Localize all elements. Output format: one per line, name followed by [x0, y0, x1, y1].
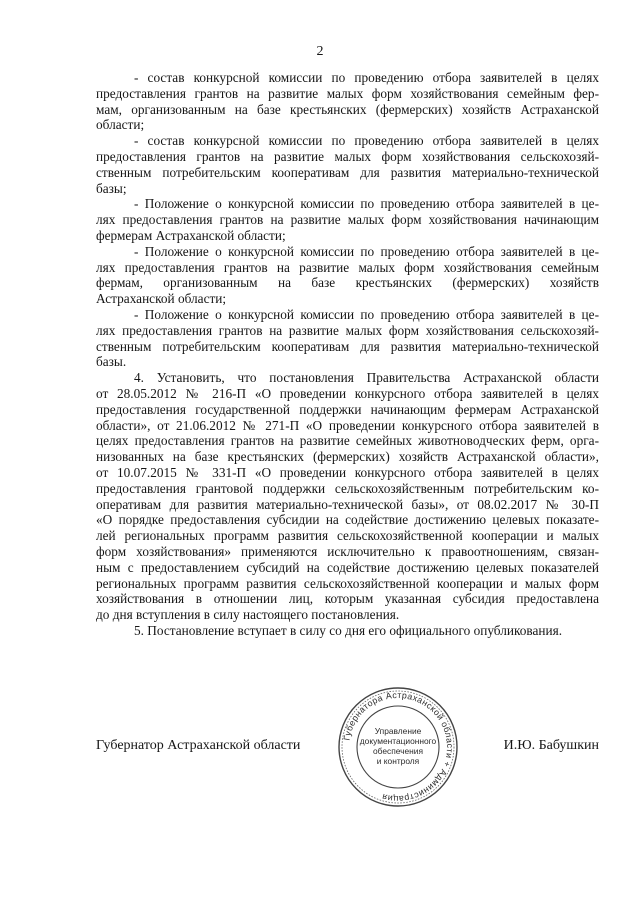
text-line: - состав конкурсной комиссии по проведению отбора заявителей в целях: [134, 133, 599, 149]
text-line: хозяйствования в отношении лиц, которым указанная субсидия предоставлена: [96, 591, 599, 607]
text-line: лях предоставления грантов на развитие малых форм хозяйствования семейным: [96, 259, 599, 275]
text-line: предоставления государственной поддержки начинающим фермерам Астраханской: [96, 401, 599, 417]
stamp-seal-icon: [336, 685, 460, 809]
text-line: - Положение о конкурсной комиссии по проведению отбора заявителей в це-: [134, 243, 599, 259]
text-line: мам, организованным на базе крестьянских (фермерских) хозяйств Астраханской: [96, 101, 599, 117]
text-line: ственным потребительским кооперативам для развития материально-технической: [96, 338, 599, 354]
text-line: - состав конкурсной комиссии по проведению отбора заявителей в целях: [134, 70, 599, 85]
text-line: до дня вступления в силу настоящего постановления.: [96, 607, 400, 623]
text-line: лях предоставления грантов на развитие малых форм хозяйствования начинающим: [96, 212, 599, 228]
text-line: ственным потребительским кооперативам для развития материально-технической: [96, 164, 599, 180]
text-line: 4. Установить, что постановления Правительства Астраханской области: [134, 370, 599, 386]
stamp-line: Управление: [374, 726, 422, 736]
text-line: от 10.07.2015 № 331-П «О проведении конкурсного отбора заявителей в целях: [96, 464, 599, 480]
signer-title: Губернатор Астраханской области: [96, 738, 301, 753]
text-line: 5. Постановление вступает в силу со дня его официального опубликования.: [134, 622, 563, 638]
text-line: фермерам Астраханской области;: [96, 227, 286, 243]
text-line: области;: [96, 117, 145, 133]
document-body: [96, 70, 599, 639]
signer-name: И.Ю. Бабушкин: [503, 738, 599, 753]
text-line: - Положение о конкурсной комиссии по проведению отбора заявителей в це-: [134, 306, 599, 322]
text-line: от 28.05.2012 № 216-П «О проведении конкурсного отбора заявителей в целях: [96, 385, 599, 401]
text-line: «О порядке предоставления субсидии на содействие достижению целевых показате-: [96, 512, 599, 528]
text-line: фермам, организованным на базе крестьянских (фермерских) хозяйств: [96, 275, 599, 291]
text-line: базы;: [96, 180, 127, 196]
text-line: предоставления грантов на развитие малых форм хозяйствования семейным фер-: [96, 85, 599, 101]
text-line: ным с предоставлением субсидий на содействие достижению целевых показателей: [96, 559, 599, 575]
text-line: Астраханской области;: [96, 291, 227, 307]
page-number: 2: [316, 44, 324, 59]
text-line: региональных программ развития сельскохозяйственной кооперации и малых форм: [96, 575, 599, 591]
text-line: предоставления грантов на развитие малых форм хозяйствования сельскохозяй-: [96, 148, 599, 164]
official-stamp: [336, 685, 460, 809]
text-line: базы.: [96, 354, 127, 370]
text-line: оперативам для развития материально-технической базы», от 08.02.2017 № 30-П: [96, 496, 599, 512]
text-line: предоставления грантовой поддержки сельскохозяйственным потребительским ко-: [96, 480, 599, 496]
text-line: лях предоставления грантов на развитие малых форм хозяйствования сельскохозяй-: [96, 322, 599, 338]
text-line: форм хозяйствования» применяются исключительно к правоотношениям, связан-: [96, 543, 599, 559]
stamp-line: обеспечения: [373, 746, 423, 756]
text-line: низованных на базе крестьянских (фермерских) хозяйств Астраханской области»,: [96, 449, 599, 465]
stamp-line: документационного: [359, 736, 437, 746]
stamp-ring-text: Губернатора Астраханской области + Администрация: [341, 689, 456, 805]
text-line: лей региональных программ развития сельскохозяйственной кооперации и малых: [96, 528, 599, 544]
text-line: - Положение о конкурсной комиссии по проведению отбора заявителей в це-: [134, 196, 599, 212]
text-line: области», от 21.06.2012 № 271-П «О проведении конкурсного отбора заявителей в: [96, 417, 599, 433]
stamp-line: и контроля: [376, 756, 420, 766]
text-line: целях предоставления грантов на развитие семейных животноводческих ферм, орга-: [96, 433, 599, 449]
